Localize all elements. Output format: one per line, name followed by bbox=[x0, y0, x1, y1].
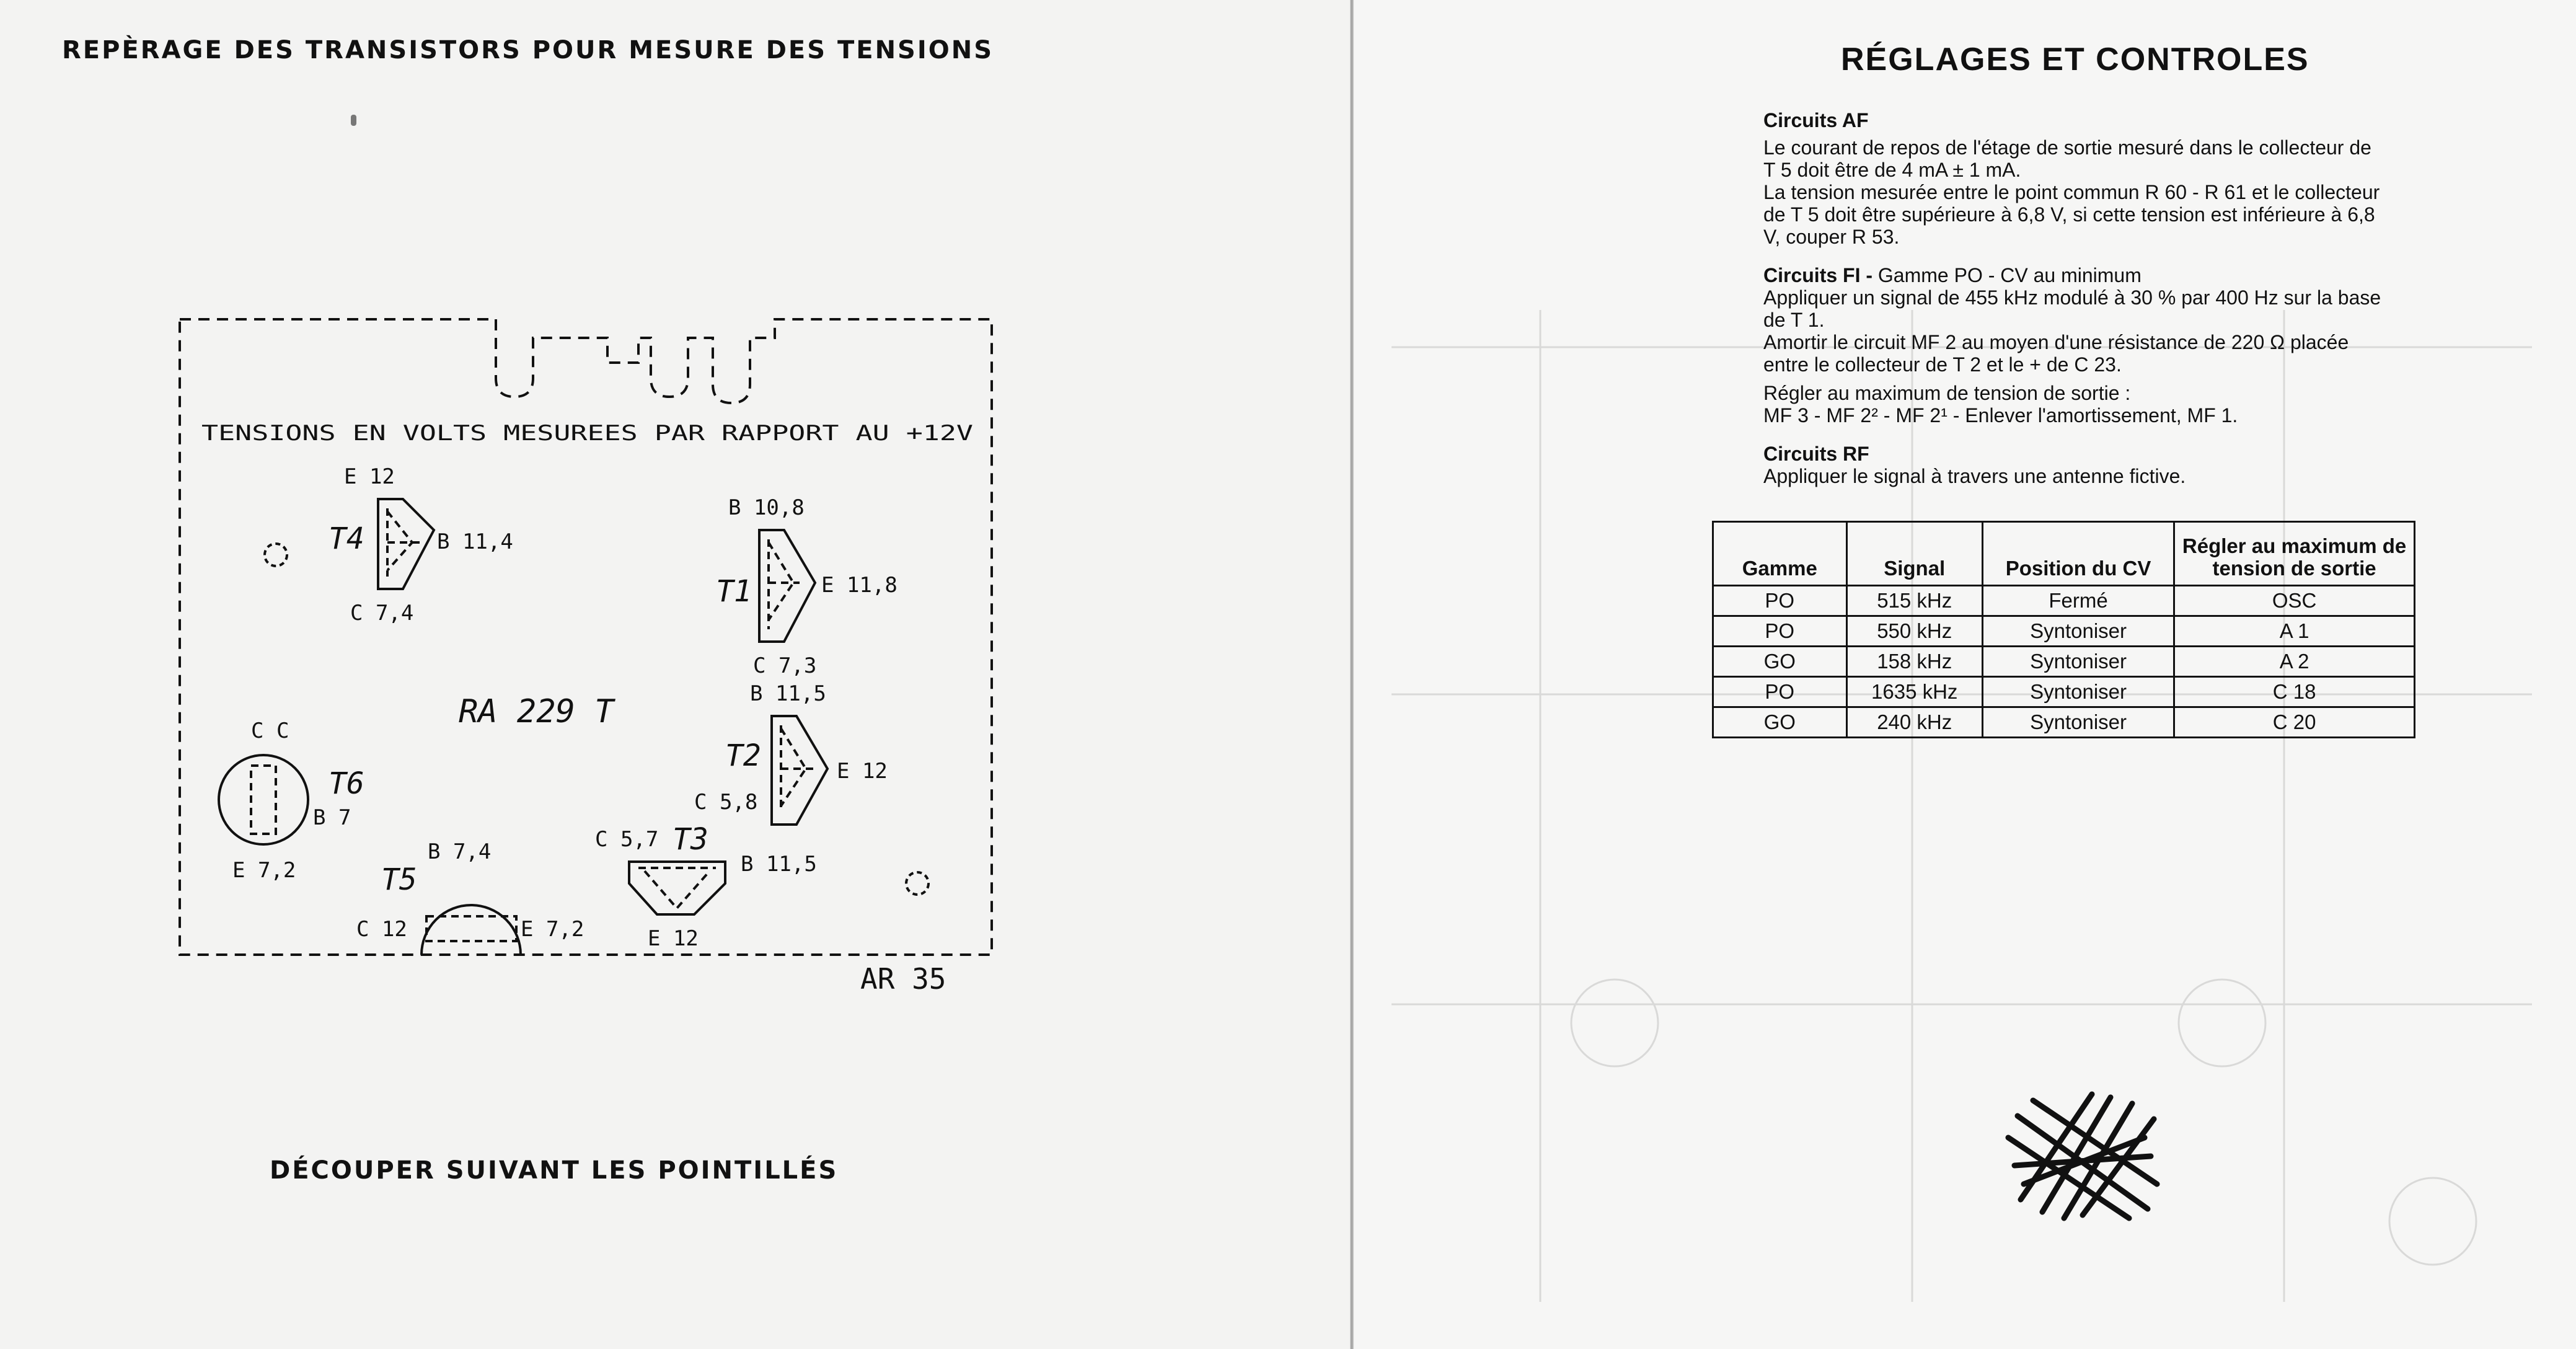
header-gamme: Gamme bbox=[1713, 522, 1847, 586]
cell-signal: 240 kHz bbox=[1846, 707, 1982, 738]
t1-pins bbox=[769, 539, 800, 629]
adjustment-instructions bbox=[1763, 109, 2383, 503]
cell-gamme: PO bbox=[1713, 616, 1847, 647]
t6-label: T6 bbox=[329, 766, 364, 801]
section-af-p2: La tension mesurée entre le point commun R 60 - R 61 et le collecteur de T 5 doit être supérieure à 6,8 V, si cette tension est inférieure à 6,8 V, couper R 53. bbox=[1763, 181, 2380, 248]
publisher-logo-icon bbox=[2005, 1091, 2160, 1221]
t3-pins bbox=[638, 868, 716, 908]
cell-position: Syntoniser bbox=[1982, 616, 2174, 647]
cell-position: Syntoniser bbox=[1982, 707, 2174, 738]
t4-pins bbox=[387, 508, 421, 577]
cell-position: Fermé bbox=[1982, 586, 2174, 616]
t1-label: T1 bbox=[716, 574, 752, 609]
mounting-hole bbox=[265, 544, 287, 566]
t5-pin-c: C 12 bbox=[356, 917, 407, 942]
cut-instruction: DÉCOUPER SUIVANT LES POINTILLÉS bbox=[270, 1156, 839, 1185]
board-ref: AR 35 bbox=[860, 962, 946, 996]
t3-label: T3 bbox=[673, 822, 708, 857]
section-af-p1: Le courant de repos de l'étage de sortie mesuré dans le collecteur de T 5 doit être de 4 mA ± 1 mA. bbox=[1763, 136, 2371, 181]
cell-signal: 515 kHz bbox=[1846, 586, 1982, 616]
cell-gamme: GO bbox=[1713, 707, 1847, 738]
left-page-title: REPÈRAGE DES TRANSISTORS POUR MESURE DES TENSIONS bbox=[62, 36, 994, 64]
t4-pin-e: E 12 bbox=[344, 464, 395, 489]
section-fi-p2: Amortir le circuit MF 2 au moyen d'une résistance de 220 Ω placée entre le collecteur de T 2 et le + de C 23. bbox=[1763, 331, 2349, 376]
t3-pin-c: C 5,7 bbox=[595, 827, 659, 852]
cell-position: Syntoniser bbox=[1982, 677, 2174, 707]
t6-pin-c: C C bbox=[251, 719, 289, 743]
t3-pin-b: B 11,5 bbox=[741, 852, 817, 877]
table-row bbox=[1713, 586, 2415, 616]
book-gutter bbox=[1350, 0, 1354, 1349]
table-row bbox=[1713, 616, 2415, 647]
cell-signal: 158 kHz bbox=[1846, 647, 1982, 677]
board-outline bbox=[180, 319, 992, 955]
cell-gamme: PO bbox=[1713, 586, 1847, 616]
section-af bbox=[1763, 109, 2383, 248]
cell-regler: A 2 bbox=[2174, 647, 2415, 677]
cell-regler: C 20 bbox=[2174, 707, 2415, 738]
alignment-table bbox=[1712, 521, 2415, 738]
t6-pin-b: B 7 bbox=[313, 805, 351, 830]
header-position: Position du CV bbox=[1982, 522, 2174, 586]
transistor-board-diagram bbox=[167, 304, 1010, 1023]
t6-pin-e: E 7,2 bbox=[232, 858, 296, 883]
right-page-title: RÉGLAGES ET CONTROLES bbox=[1841, 42, 2309, 77]
cell-regler: OSC bbox=[2174, 586, 2415, 616]
section-rf-p1: Appliquer le signal à travers une antenne fictive. bbox=[1763, 465, 2186, 487]
mounting-hole bbox=[906, 872, 929, 895]
section-fi-p3: Régler au maximum de tension de sortie : bbox=[1763, 382, 2131, 404]
t5-body bbox=[426, 916, 516, 941]
t2-pin-b: B 11,5 bbox=[750, 681, 826, 706]
t4-pin-c: C 7,4 bbox=[350, 601, 414, 626]
table-row bbox=[1713, 647, 2415, 677]
cell-signal: 550 kHz bbox=[1846, 616, 1982, 647]
section-fi-p1: Appliquer un signal de 455 kHz modulé à 30 % par 400 Hz sur la base de T 1. bbox=[1763, 286, 2381, 331]
section-fi-p4: MF 3 - MF 2² - MF 2¹ - Enlever l'amortissement, MF 1. bbox=[1763, 404, 2238, 427]
t2-pin-c: C 5,8 bbox=[694, 790, 758, 815]
section-rf-title: Circuits RF bbox=[1763, 443, 1869, 465]
paper-speck bbox=[351, 115, 356, 126]
t5-pin-b: B 7,4 bbox=[428, 839, 492, 864]
board-model: RA 229 T bbox=[459, 693, 614, 730]
section-fi-title: Circuits FI - bbox=[1763, 264, 1873, 286]
t2-pin-e: E 12 bbox=[837, 759, 888, 784]
board-header: TENSIONS EN VOLTS MESUREES PAR RAPPORT AU +12V bbox=[201, 421, 973, 446]
table-header-row bbox=[1713, 522, 2415, 586]
cell-position: Syntoniser bbox=[1982, 647, 2174, 677]
header-regler: Régler au maximum de tension de sortie bbox=[2174, 522, 2415, 586]
section-fi bbox=[1763, 264, 2383, 427]
cell-regler: C 18 bbox=[2174, 677, 2415, 707]
t1-pin-c: C 7,3 bbox=[753, 653, 817, 678]
header-signal: Signal bbox=[1846, 522, 1982, 586]
t5-label: T5 bbox=[381, 862, 417, 897]
table-row bbox=[1713, 677, 2415, 707]
t5-pin-e: E 7,2 bbox=[521, 917, 584, 942]
cell-gamme: GO bbox=[1713, 647, 1847, 677]
t2-label: T2 bbox=[725, 738, 761, 773]
section-fi-subtitle: Gamme PO - CV au minimum bbox=[1877, 264, 2142, 286]
t1-pin-b: B 10,8 bbox=[728, 495, 805, 520]
section-af-title: Circuits AF bbox=[1763, 109, 1869, 131]
cell-regler: A 1 bbox=[2174, 616, 2415, 647]
t4-pin-b: B 11,4 bbox=[437, 529, 513, 554]
cell-signal: 1635 kHz bbox=[1846, 677, 1982, 707]
t3-pin-e: E 12 bbox=[648, 926, 699, 951]
t5-outline bbox=[421, 905, 521, 955]
cell-gamme: PO bbox=[1713, 677, 1847, 707]
t1-pin-e: E 11,8 bbox=[821, 573, 898, 598]
section-rf bbox=[1763, 443, 2383, 487]
t6-outline bbox=[219, 755, 308, 844]
t6-body bbox=[251, 766, 276, 834]
table-row bbox=[1713, 707, 2415, 738]
t4-label: T4 bbox=[329, 521, 364, 556]
